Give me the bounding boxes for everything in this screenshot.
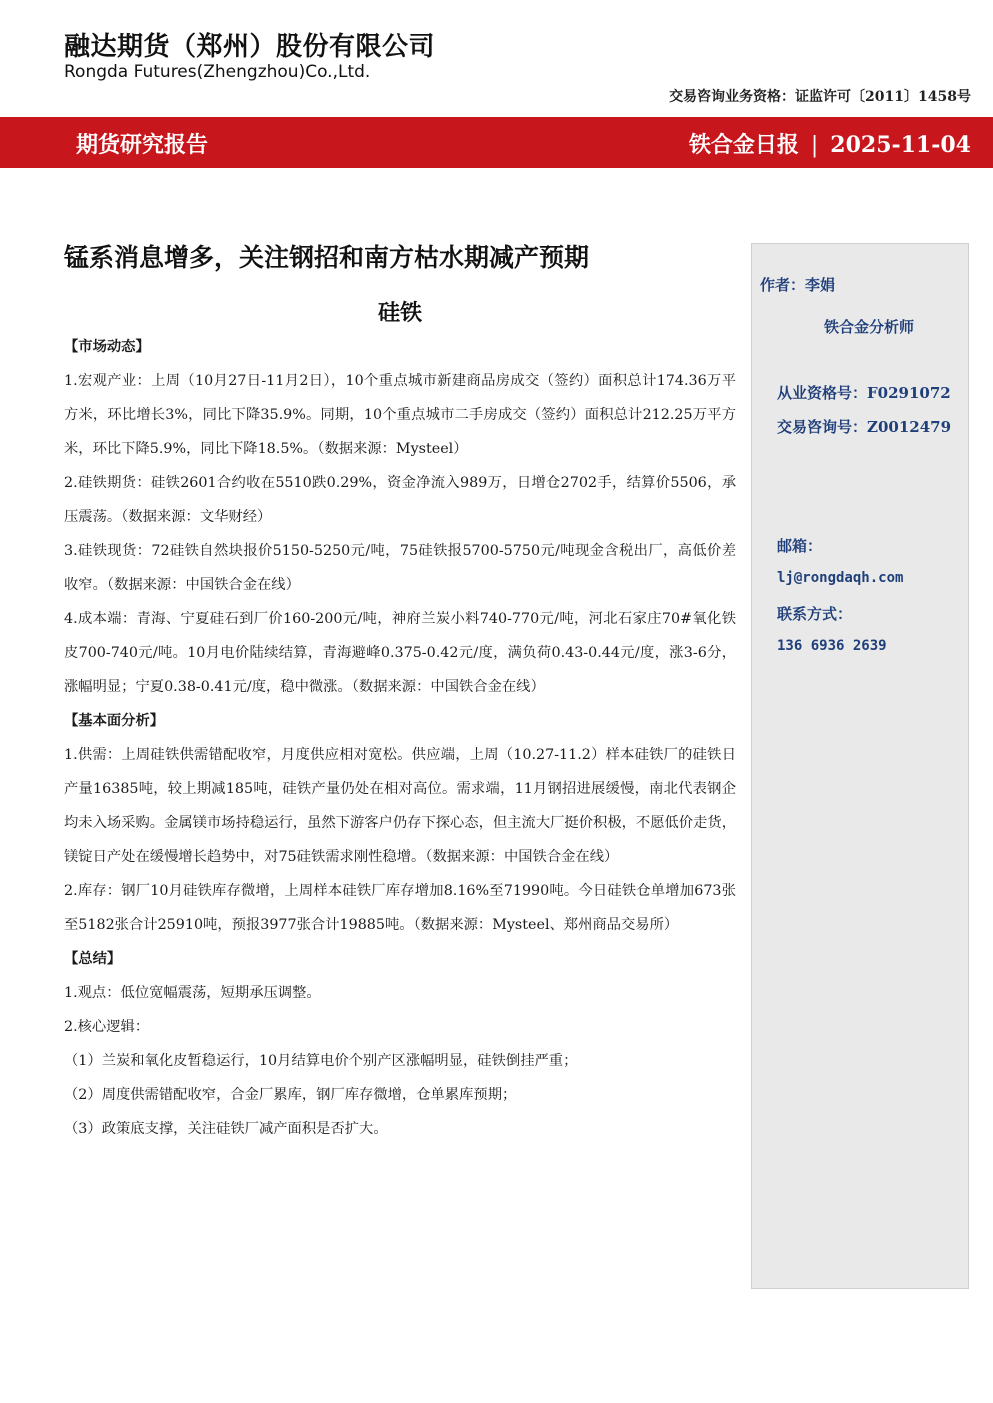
author-role: 铁合金分析师 (824, 318, 915, 336)
market-paragraph-futures: 2.硅铁期货：硅铁2601合约收在5510跌0.29%，资金净流入989万，日增仓2702手，结算价5506，承压震荡。（数据来源：文华财经） (64, 475, 736, 525)
author-sidebar (751, 243, 969, 1289)
fundamentals-paragraph-inventory: 2.库存：钢厂10月硅铁库存微增，上周样本硅铁厂库存增加8.16%至71990吨。今日硅铁仓单增加673张至5182张合计25910吨，预报3977张合计19885吨。（数据来源：Mysteel、郑州商品交易所） (64, 883, 736, 933)
summary-logic-heading: 2.核心逻辑： (64, 1019, 150, 1035)
banner-report-info (689, 128, 971, 159)
report-title: 锰系消息增多，关注钢招和南方枯水期减产预期 (64, 243, 590, 272)
market-paragraph-macro: 1.宏观产业：上周（10月27日-11月2日），10个重点城市新建商品房成交（签约）面积总计174.36万平方米，环比增长3%，同比下降35.9%。同期，10个重点城市二手房成交（签约）面积总计212.25万平方米，环比下降5.9%，同比下降18.5%。（数据来源：Mysteel） (64, 373, 736, 457)
section-heading-summary: 【总结】 (64, 951, 122, 967)
summary-logic-item: （3）政策底支撑，关注硅铁厂减产面积是否扩大。 (64, 1121, 388, 1137)
section-heading-market: 【市场动态】 (64, 339, 150, 355)
company-name-en: Rongda Futures(Zhengzhou)Co.,Ltd. (64, 62, 371, 82)
email-link[interactable]: lj@rongdaqh.com (777, 570, 904, 586)
section-heading-fundamentals: 【基本面分析】 (64, 713, 165, 729)
author-qualification: 从业资格号：F0291072 (777, 384, 951, 402)
market-paragraph-cost: 4.成本端：青海、宁夏硅石到厂价160-200元/吨，神府兰炭小料740-770元/吨，河北石家庄70#氧化铁皮700-740元/吨。10月电价陆续结算，青海避峰0.375-0.42元/度，满负荷0.43-0.44元/度，涨3-6分，涨幅明显；宁夏0.38-0.41元/度，稳中微涨。（数据来源：中国铁合金在线） (64, 611, 736, 695)
summary-logic-item: （2）周度供需错配收窄，合金厂累库，钢厂库存微增，仓单累库预期； (64, 1087, 517, 1103)
phone-label: 联系方式： (777, 605, 853, 623)
email-label: 邮箱： (777, 537, 823, 555)
banner-report-type: 期货研究报告 (76, 132, 209, 158)
company-name-cn: 融达期货（郑州）股份有限公司 (64, 32, 436, 62)
license-text: 交易咨询业务资格：证监许可〔2011〕1458号 (669, 89, 971, 105)
banner-date: 2025-11-04 (830, 132, 971, 158)
report-banner (0, 117, 993, 168)
banner-separator: | (810, 133, 819, 158)
phone-number: 136 6936 2639 (777, 638, 887, 654)
report-subtitle: 硅铁 (377, 300, 422, 326)
author-consult-number: 交易咨询号：Z0012479 (777, 418, 952, 436)
author-name: 作者：李娟 (760, 276, 836, 294)
market-paragraph-spot: 3.硅铁现货：72硅铁自然块报价5150-5250元/吨，75硅铁报5700-5750元/吨现金含税出厂，高低价差收窄。（数据来源：中国铁合金在线） (64, 543, 736, 593)
banner-report-name: 铁合金日报 (688, 132, 799, 158)
summary-view: 1.观点：低位宽幅震荡，短期承压调整。 (64, 985, 321, 1001)
summary-logic-item: （1）兰炭和氧化皮暂稳运行，10月结算电价个别产区涨幅明显，硅铁倒挂严重； (64, 1053, 578, 1069)
fundamentals-paragraph-supply-demand: 1.供需：上周硅铁供需错配收窄，月度供应相对宽松。供应端，上周（10.27-11.2）样本硅铁厂的硅铁日产量16385吨，较上期减185吨，硅铁产量仍处在相对高位。需求端，11月钢招进展缓慢，南北代表钢企均未入场采购。金属镁市场持稳运行，虽然下游客户仍存下探心态，但主流大厂挺价积极，不愿低价走货，镁锭日产处在缓慢增长趋势中，对75硅铁需求刚性稳增。（数据来源：中国铁合金在线） (64, 747, 736, 865)
report-body (64, 330, 736, 1146)
